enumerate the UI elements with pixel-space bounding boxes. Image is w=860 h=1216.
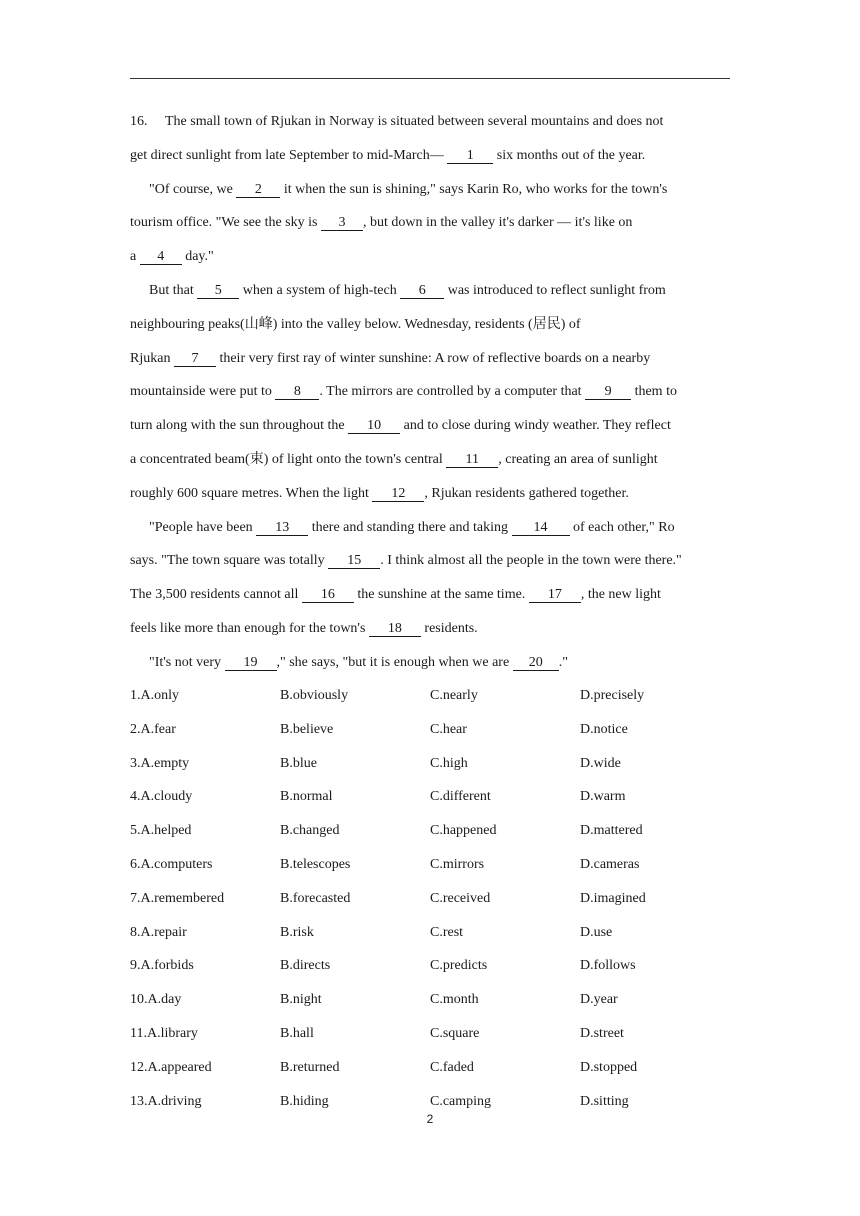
option-a: 7.A.remembered [130, 890, 225, 906]
passage-line: mountainside were put to 8 . The mirrors are controlled by a computer that 9 them to [130, 384, 677, 400]
option-d: D.follows [580, 958, 636, 974]
option-c: C.month [430, 992, 479, 1008]
option-c: C.different [430, 789, 491, 805]
passage-line: Rjukan 7 their very first ray of winter sunshine: A row of reflective boards on a nearby [130, 350, 651, 366]
blank-9: 9 [585, 384, 631, 400]
passage-line: The 3,500 residents cannot all 16 the sunshine at the same time. 17 , the new light [130, 587, 661, 603]
passage-line: get direct sunlight from late September to mid-March— 1 six months out of the year. [130, 147, 646, 163]
option-a: 8.A.repair [130, 924, 187, 940]
passage-line: neighbouring peaks(山峰) into the valley below. Wednesday, residents (居民) of [130, 316, 581, 332]
option-c: C.predicts [430, 958, 488, 974]
passage-line: a concentrated beam(束) of light onto the town's central 11 , creating an area of sunlight [130, 451, 658, 467]
option-d: D.wide [580, 755, 621, 771]
option-row-6 [130, 853, 730, 887]
option-d: D.year [580, 992, 618, 1008]
passage-line: feels like more than enough for the town's 18 residents. [130, 620, 478, 636]
blank-11: 11 [446, 452, 498, 468]
cloze-passage [130, 110, 730, 685]
option-row-11 [130, 1022, 730, 1056]
option-row-3 [130, 752, 730, 786]
option-b: B.forecasted [280, 890, 351, 906]
option-d: D.notice [580, 721, 628, 737]
option-d: D.cameras [580, 856, 640, 872]
blank-20: 20 [513, 655, 559, 671]
option-c: C.happened [430, 823, 497, 839]
option-d: D.street [580, 1025, 624, 1041]
option-c: C.hear [430, 721, 467, 737]
blank-3: 3 [321, 215, 363, 231]
option-c: C.high [430, 755, 468, 771]
option-a: 1.A.only [130, 688, 179, 703]
option-b: B.obviously [280, 688, 349, 703]
question-number: 16. [130, 114, 148, 129]
option-c: C.camping [430, 1093, 492, 1109]
passage-line: says. "The town square was totally 15 . I think almost all the people in the town were there." [130, 553, 682, 569]
option-b: B.blue [280, 755, 317, 771]
passage-line: turn along with the sun throughout the 10 and to close during windy weather. They reflect [130, 418, 671, 434]
option-d: D.stopped [580, 1059, 638, 1075]
blank-6: 6 [400, 283, 444, 299]
option-a: 4.A.cloudy [130, 789, 193, 805]
blank-2: 2 [236, 182, 280, 198]
option-b: B.hall [280, 1025, 314, 1041]
option-d: D.mattered [580, 823, 643, 839]
blank-1: 1 [447, 148, 493, 164]
option-b: B.risk [280, 924, 314, 940]
blank-10: 10 [348, 418, 400, 434]
option-a: 13.A.driving [130, 1093, 202, 1109]
option-c: C.received [430, 890, 491, 906]
option-row-5 [130, 819, 730, 853]
option-a: 3.A.empty [130, 755, 190, 771]
option-row-2 [130, 718, 730, 752]
option-a: 11.A.library [130, 1025, 198, 1041]
option-row-10 [130, 988, 730, 1022]
option-a: 6.A.computers [130, 856, 213, 872]
option-b: B.directs [280, 958, 331, 974]
option-b: B.telescopes [280, 856, 351, 872]
passage-line: tourism office. "We see the sky is 3 , but down in the valley it's darker — it's like on [130, 215, 633, 231]
option-row-12 [130, 1056, 730, 1090]
option-a: 10.A.day [130, 992, 182, 1008]
option-row-9 [130, 954, 730, 988]
passage-line: "Of course, we 2 it when the sun is shining," says Karin Ro, who works for the town's [149, 181, 668, 197]
option-c: C.nearly [430, 688, 478, 703]
option-a: 9.A.forbids [130, 958, 194, 974]
blank-5: 5 [197, 283, 239, 299]
passage-line: 16. The small town of Rjukan in Norway is situated between several mountains and does not [130, 114, 664, 129]
option-b: B.changed [280, 823, 340, 839]
blank-16: 16 [302, 587, 354, 603]
option-c: C.faded [430, 1059, 474, 1075]
blank-17: 17 [529, 587, 581, 603]
option-d: D.warm [580, 789, 626, 805]
option-c: C.rest [430, 924, 464, 940]
passage-line: "It's not very 19 ," she says, "but it is enough when we are 20 ." [149, 654, 568, 670]
answer-options [130, 684, 730, 1123]
passage-line: a 4 day." [130, 249, 214, 265]
option-row-7 [130, 887, 730, 921]
passage-line: "People have been 13 there and standing there and taking 14 of each other," Ro [149, 519, 675, 535]
option-b: B.believe [280, 721, 334, 737]
option-d: D.precisely [580, 688, 645, 703]
option-a: 2.A.fear [130, 721, 176, 737]
option-c: C.square [430, 1025, 480, 1041]
header-rule [130, 78, 730, 79]
page-number: 2 [426, 1112, 434, 1126]
option-a: 5.A.helped [130, 823, 192, 839]
passage-line: But that 5 when a system of high-tech 6 was introduced to reflect sunlight from [149, 282, 666, 298]
option-b: B.normal [280, 789, 333, 805]
blank-8: 8 [275, 384, 319, 400]
option-c: C.mirrors [430, 856, 485, 872]
option-row-4 [130, 785, 730, 819]
option-b: B.returned [280, 1059, 340, 1075]
blank-18: 18 [369, 621, 421, 637]
blank-14: 14 [512, 520, 570, 536]
option-b: B.night [280, 992, 322, 1008]
passage-line: roughly 600 square metres. When the light 12 , Rjukan residents gathered together. [130, 485, 629, 501]
blank-12: 12 [372, 486, 424, 502]
option-a: 12.A.appeared [130, 1059, 212, 1075]
option-row-8 [130, 921, 730, 955]
blank-19: 19 [225, 655, 277, 671]
option-b: B.hiding [280, 1093, 329, 1109]
option-d: D.use [580, 924, 613, 940]
option-d: D.sitting [580, 1093, 629, 1109]
blank-7: 7 [174, 351, 216, 367]
blank-13: 13 [256, 520, 308, 536]
blank-4: 4 [140, 249, 182, 265]
option-row-1 [130, 684, 730, 718]
option-d: D.imagined [580, 890, 646, 906]
blank-15: 15 [328, 553, 380, 569]
